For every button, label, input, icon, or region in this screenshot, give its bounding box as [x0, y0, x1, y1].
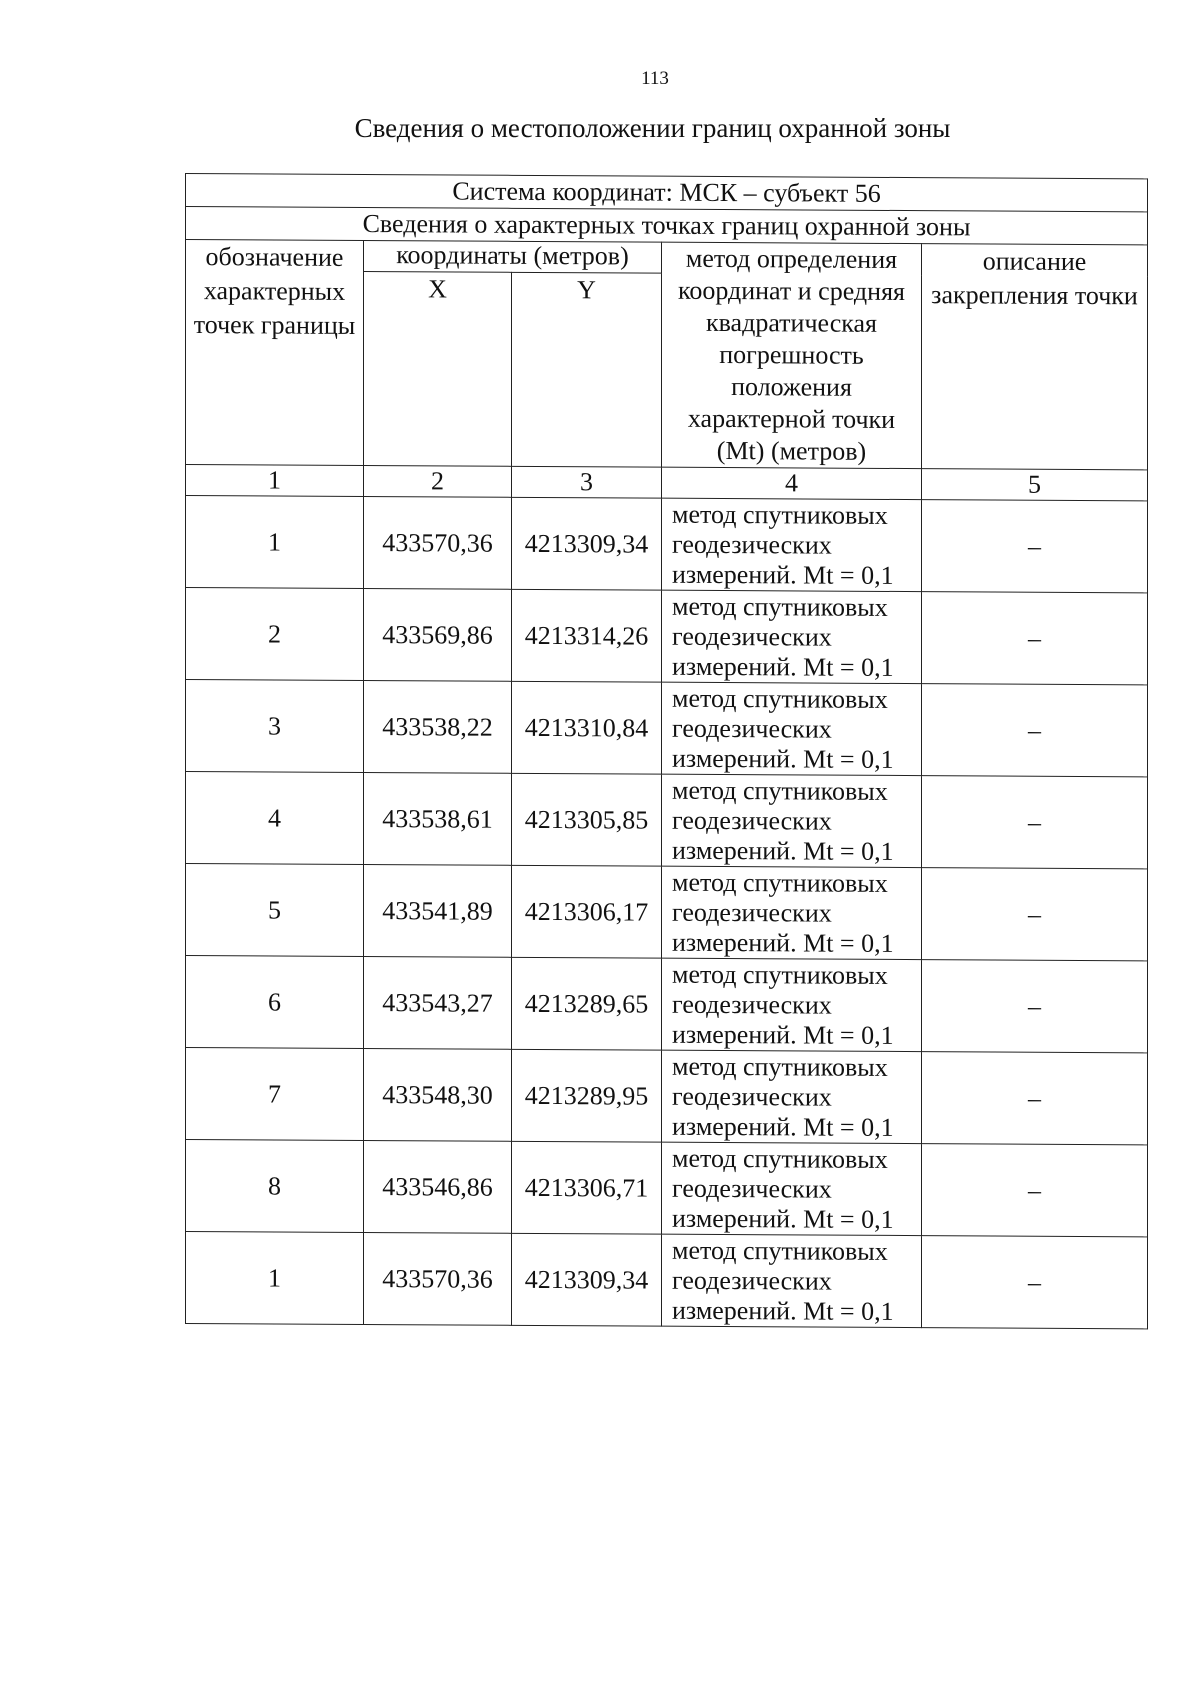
column-number-1: 1	[186, 465, 364, 497]
table-row	[186, 1232, 1148, 1329]
point-cell: 6	[186, 956, 364, 1049]
method-cell: метод спутниковых геодезических измерений. Mt = 0,1	[662, 682, 922, 775]
x-coordinate-cell: 433569,86	[364, 588, 512, 681]
header-method: метод определения координат и средняя квадратическая погрешность положения характерной точки (Mt) (метров)	[662, 242, 922, 468]
subtitle-row	[186, 207, 1148, 245]
table-body	[186, 174, 1148, 1329]
point-cell: 8	[186, 1140, 364, 1233]
x-coordinate-cell: 433546,86	[364, 1140, 512, 1233]
y-coordinate-cell: 4213289,95	[512, 1049, 662, 1142]
point-cell: 4	[186, 772, 364, 865]
point-cell: 1	[186, 1232, 364, 1325]
method-cell: метод спутниковых геодезических измерений. Mt = 0,1	[662, 1142, 922, 1235]
description-cell: –	[922, 684, 1148, 777]
point-cell: 7	[186, 1048, 364, 1141]
x-coordinate-cell: 433570,36	[364, 1232, 512, 1325]
point-cell: 2	[186, 588, 364, 681]
description-cell: –	[922, 1236, 1148, 1329]
y-coordinate-cell: 4213305,85	[512, 773, 662, 866]
y-coordinate-cell: 4213310,84	[512, 681, 662, 774]
column-number-3: 3	[512, 466, 662, 498]
method-cell: метод спутниковых геодезических измерений. Mt = 0,1	[662, 498, 922, 591]
table-row	[186, 496, 1148, 593]
column-header-row	[186, 240, 1148, 276]
table-row	[186, 680, 1148, 777]
page-title: Сведения о местоположении границ охранной зоны	[354, 113, 951, 143]
x-coordinate-cell: 433541,89	[364, 864, 512, 957]
y-coordinate-cell: 4213306,17	[512, 865, 662, 958]
header-x: X	[364, 272, 512, 467]
point-cell: 1	[186, 496, 364, 589]
description-cell: –	[922, 776, 1148, 869]
boundary-points-table-wrapper	[185, 173, 1147, 1329]
column-number-2: 2	[364, 465, 512, 497]
x-coordinate-cell: 433548,30	[364, 1048, 512, 1141]
description-cell: –	[922, 1144, 1148, 1237]
table-row	[186, 1140, 1148, 1237]
table-row	[186, 588, 1148, 685]
column-number-5: 5	[922, 469, 1148, 501]
header-description: описание закрепления точки	[922, 244, 1148, 470]
header-coords: координаты (метров)	[364, 240, 662, 273]
x-coordinate-cell: 433543,27	[364, 956, 512, 1049]
y-coordinate-cell: 4213309,34	[512, 497, 662, 590]
coord-system-cell: Система координат: МСК – субъект 56	[186, 174, 1148, 212]
column-number-4: 4	[662, 467, 922, 499]
y-coordinate-cell: 4213309,34	[512, 1233, 662, 1326]
x-coordinate-cell: 433570,36	[364, 496, 512, 589]
y-coordinate-cell: 4213306,71	[512, 1141, 662, 1234]
point-cell: 5	[186, 864, 364, 957]
method-cell: метод спутниковых геодезических измерений. Mt = 0,1	[662, 866, 922, 959]
boundary-points-table	[185, 173, 1148, 1329]
y-coordinate-cell: 4213314,26	[512, 589, 662, 682]
table-row	[186, 956, 1148, 1053]
method-cell: метод спутниковых геодезических измерений. Mt = 0,1	[662, 1050, 922, 1143]
header-y: Y	[512, 272, 662, 467]
description-cell: –	[922, 592, 1148, 685]
page-number: 113	[641, 68, 669, 89]
description-cell: –	[922, 1052, 1148, 1145]
x-coordinate-cell: 433538,61	[364, 772, 512, 865]
description-cell: –	[922, 500, 1148, 593]
method-cell: метод спутниковых геодезических измерений. Mt = 0,1	[662, 1234, 922, 1327]
y-coordinate-cell: 4213289,65	[512, 957, 662, 1050]
table-row	[186, 1048, 1148, 1145]
method-cell: метод спутниковых геодезических измерений. Mt = 0,1	[662, 774, 922, 867]
header-point: обозначение характерных точек границы	[186, 240, 364, 466]
table-row	[186, 864, 1148, 961]
x-coordinate-cell: 433538,22	[364, 680, 512, 773]
table-subtitle-cell: Сведения о характерных точках границ охранной зоны	[186, 207, 1148, 245]
description-cell: –	[922, 868, 1148, 961]
point-cell: 3	[186, 680, 364, 773]
description-cell: –	[922, 960, 1148, 1053]
method-cell: метод спутниковых геодезических измерений. Mt = 0,1	[662, 590, 922, 683]
coord-system-row	[186, 174, 1148, 212]
method-cell: метод спутниковых геодезических измерений. Mt = 0,1	[662, 958, 922, 1051]
table-row	[186, 772, 1148, 869]
